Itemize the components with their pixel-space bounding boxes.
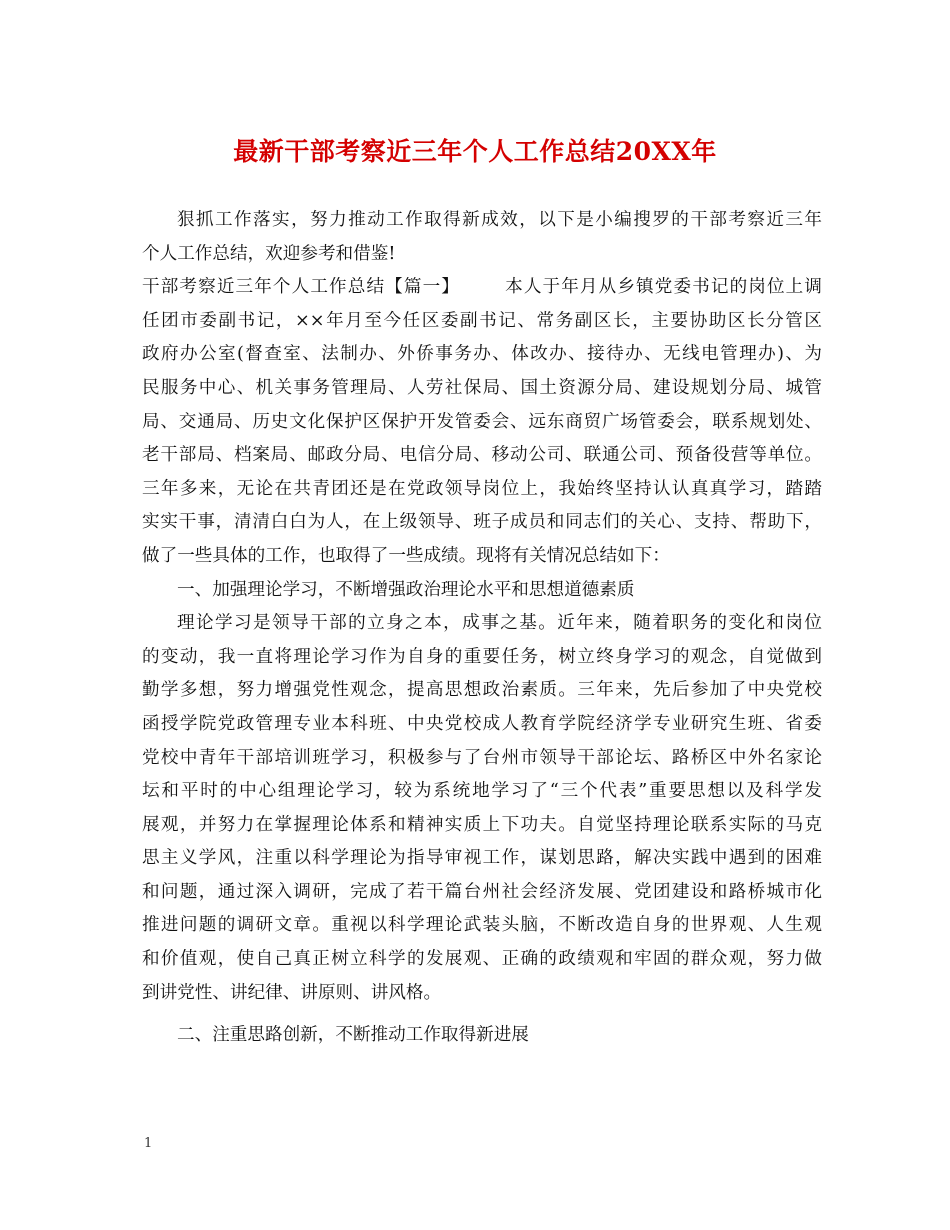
paragraph-line: 政府办公室(督查室、法制办、外侨事务办、体改办、接待办、无线电管理办)、为 xyxy=(142,344,822,365)
paragraph-line: 思主义学风，注重以科学理论为指导审视工作，谋划思路，解决实践中遇到的困难 xyxy=(142,848,822,869)
intro-line: 个人工作总结，欢迎参考和借鉴! xyxy=(142,243,396,264)
section-heading: 干部考察近三年个人工作总结【篇一】 xyxy=(142,277,460,298)
intro-line: 狠抓工作落实，努力推动工作取得新成效，以下是小编搜罗的干部考察近三年 xyxy=(177,210,822,230)
paragraph-line: 的变动，我一直将理论学习作为自身的重要任务，树立终身学习的观念，自觉做到 xyxy=(142,646,822,667)
paragraph-line: 坛和平时的中心组理论学习，较为系统地学习了“三个代表”重要思想以及科学发 xyxy=(142,781,822,802)
paragraph-line: 任团市委副书记，××年月至今任区委副书记、常务副区长，主要协助区长分管区 xyxy=(142,310,822,331)
paragraph-line: 函授学院党政管理专业本科班、中央党校成人教育学院经济学专业研究生班、省委 xyxy=(142,713,822,734)
section-heading-rest: 本人于年月从乡镇党委书记的岗位上调 xyxy=(504,277,822,298)
paragraph-line: 民服务中心、机关事务管理局、人劳社保局、国土资源分局、建设规划分局、城管 xyxy=(142,377,822,398)
paragraph-line: 局、交通局、历史文化保护区保护开发管委会、远东商贸广场管委会，联系规划处、 xyxy=(142,411,822,432)
paragraph-line: 做了一些具体的工作，也取得了一些成绩。现将有关情况总结如下： xyxy=(142,545,670,566)
heading-two: 二、注重思路创新，不断推动工作取得新进展 xyxy=(177,1025,529,1046)
paragraph-line: 和问题，通过深入调研，完成了若干篇台州社会经济发展、党团建设和路桥城市化 xyxy=(142,881,822,902)
page-number: 1 xyxy=(144,1136,153,1151)
paragraph-line: 展观，并努力在掌握理论体系和精神实质上下功夫。自觉坚持理论联系实际的马克 xyxy=(142,814,822,835)
document-title: 最新干部考察近三年个人工作总结20XX年 xyxy=(233,137,717,166)
paragraph-line: 党校中青年干部培训班学习，积极参与了台州市领导干部论坛、路桥区中外名家论 xyxy=(142,747,822,768)
paragraph-line: 老干部局、档案局、邮政分局、电信分局、移动公司、联通公司、预备役营等单位。 xyxy=(142,445,822,466)
paragraph-line: 和价值观，使自己真正树立科学的发展观、正确的政绩观和牢固的群众观，努力做 xyxy=(142,949,822,970)
paragraph-line: 推进问题的调研文章。重视以科学理论武装头脑，不断改造自身的世界观、人生观 xyxy=(142,915,822,936)
paragraph-line: 到讲党性、讲纪律、讲原则、讲风格。 xyxy=(142,982,442,1003)
heading-one: 一、加强理论学习，不断增强政治理论水平和思想道德素质 xyxy=(177,579,635,600)
document-body xyxy=(142,204,822,1053)
paragraph-line: 三年多来，无论在共青团还是在党政领导岗位上，我始终坚持认认真真学习，踏踏 xyxy=(142,478,822,499)
paragraph-line: 理论学习是领导干部的立身之本，成事之基。近年来，随着职务的变化和岗位 xyxy=(177,613,822,634)
paragraph-line: 勤学多想，努力增强党性观念，提高思想政治素质。三年来，先后参加了中央党校 xyxy=(142,680,822,701)
paragraph-line: 实实干事，清清白白为人，在上级领导、班子成员和同志们的关心、支持、帮助下， xyxy=(142,512,822,533)
section-heading-line xyxy=(142,271,822,305)
